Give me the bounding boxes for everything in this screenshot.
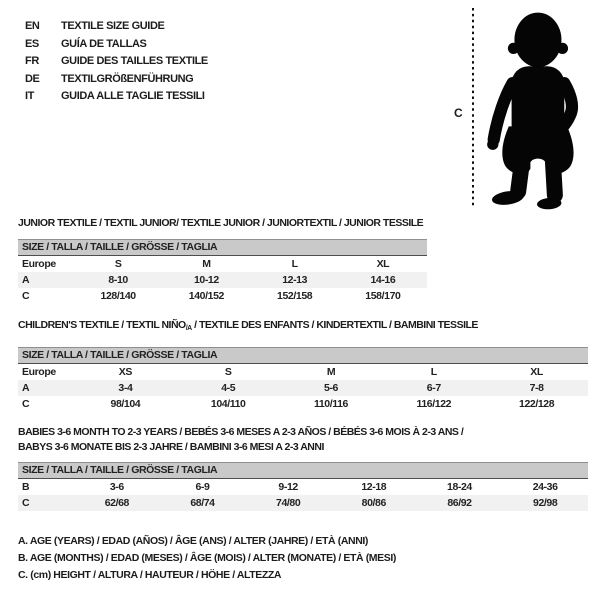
table-row (18, 380, 588, 396)
children-title-subscript: /A (185, 325, 192, 332)
row-label: Europe (22, 258, 56, 270)
baby-silhouette-icon (480, 6, 594, 213)
legend-line-c: C. (cm) HEIGHT / ALTURA / HAUTEUR / HÖHE / ALTEZZA (18, 569, 282, 581)
row-label: Europe (22, 366, 56, 378)
junior-table-title: JUNIOR TEXTILE / TEXTIL JUNIOR/ TEXTILE JUNIOR / JUNIORTEXTIL / JUNIOR TESSILE (18, 217, 424, 229)
language-row (25, 51, 208, 69)
row-label: C (22, 290, 30, 302)
size-header-row (18, 240, 427, 256)
size-cell: 152/158 (277, 290, 313, 302)
size-cell: 10-12 (162, 272, 250, 288)
table-row (18, 396, 588, 412)
size-header-row (18, 463, 588, 479)
size-cell: 158/170 (365, 290, 401, 302)
legend-line-a: A. AGE (YEARS) / EDAD (AÑOS) / ÂGE (ANS) / ALTER (JAHRE) / ETÀ (ANNI) (18, 535, 369, 547)
size-cell: 68/74 (160, 495, 246, 511)
row-label: B (22, 481, 30, 493)
language-row (25, 86, 208, 104)
table-row (18, 272, 427, 288)
size-cell: XL (530, 366, 543, 378)
size-cell: 7-8 (485, 380, 588, 396)
lang-title: GUÍA DE TALLAS (61, 37, 147, 50)
lang-code: DE (25, 72, 40, 85)
size-cell: M (202, 258, 211, 270)
junior-size-table (18, 239, 427, 304)
size-cell: 12-18 (361, 481, 387, 493)
size-cell: 3-4 (74, 380, 177, 396)
size-cell: 14-16 (339, 272, 427, 288)
size-header-bar: SIZE / TALLA / TAILLE / GRÖSSE / TAGLIA (18, 240, 427, 256)
size-cell: 4-5 (177, 380, 280, 396)
size-cell: 116/122 (416, 398, 452, 410)
size-cell: 62/68 (74, 495, 160, 511)
measure-label-c: C (454, 106, 463, 120)
measurement-legend (18, 533, 396, 584)
size-cell: 6-7 (382, 380, 485, 396)
row-label: C (22, 398, 30, 410)
babies-size-table (18, 462, 588, 511)
size-cell: 122/128 (519, 398, 555, 410)
babies-title-line2: BABYS 3-6 MONATE BIS 2-3 JAHRE / BAMBINI 3-6 MESI A 2-3 ANNI (18, 441, 324, 453)
lang-code: FR (25, 55, 39, 67)
size-cell: 128/140 (100, 290, 136, 302)
table-row (18, 256, 427, 273)
size-header-row (18, 348, 588, 364)
babies-title-line1: BABIES 3-6 MONTH TO 2-3 YEARS / BEBÉS 3-6 MESES A 2-3 AÑOS / BÉBÉS 3-6 MOIS À 2-3 ANS / (18, 426, 464, 438)
language-row (25, 16, 208, 34)
size-cell: L (430, 366, 437, 378)
size-cell: 24-36 (532, 481, 558, 493)
size-cell: 6-9 (195, 481, 210, 493)
babies-table-title (18, 425, 593, 455)
size-cell: 5-6 (280, 380, 383, 396)
lang-title: TEXTILGRÖßENFÜHRUNG (61, 72, 194, 85)
lang-title: GUIDA ALLE TAGLIE TESSILI (61, 90, 205, 102)
height-measure-line (471, 8, 475, 208)
size-cell: XS (118, 366, 132, 378)
size-header-bar: SIZE / TALLA / TAILLE / GRÖSSE / TAGLIA (18, 348, 588, 364)
size-cell: XL (376, 258, 390, 270)
lang-title: TEXTILE SIZE GUIDE (61, 20, 165, 32)
size-cell: 92/98 (502, 495, 588, 511)
size-cell: 98/104 (110, 398, 141, 410)
table-row (18, 364, 588, 381)
language-row (25, 69, 208, 87)
size-header-bar: SIZE / TALLA / TAILLE / GRÖSSE / TAGLIA (18, 463, 588, 479)
table-row (18, 288, 427, 304)
size-cell: 74/80 (245, 495, 331, 511)
size-cell: S (224, 366, 232, 378)
language-title-block (25, 16, 208, 104)
children-table-title (18, 319, 478, 332)
size-cell: 86/92 (417, 495, 503, 511)
size-cell: 9-12 (278, 481, 298, 493)
size-cell: 140/152 (188, 290, 224, 302)
table-row (18, 495, 588, 511)
size-cell: 18-24 (447, 481, 472, 493)
size-cell: 104/110 (210, 398, 246, 410)
row-label: C (18, 495, 74, 511)
children-size-table (18, 347, 588, 412)
size-cell: L (291, 258, 298, 270)
size-cell: 12-13 (251, 272, 339, 288)
row-label: A (18, 272, 74, 288)
language-row (25, 34, 208, 52)
legend-line-b: B. AGE (MONTHS) / EDAD (MESES) / ÂGE (MOIS) / ALTER (MONATE) / ETÀ (MESI) (18, 552, 396, 564)
size-cell: 110/116 (313, 398, 348, 410)
row-label: A (18, 380, 74, 396)
size-cell: 80/86 (331, 495, 417, 511)
lang-code: IT (25, 90, 34, 102)
size-cell: 8-10 (74, 272, 162, 288)
size-cell: M (326, 366, 336, 378)
lang-code: ES (25, 37, 39, 50)
children-title-prefix: CHILDREN'S TEXTILE / TEXTIL NIÑO (18, 319, 186, 331)
children-title-suffix: / TEXTILE DES ENFANTS / KINDERTEXTIL / BAMBINI TESSILE (191, 319, 478, 331)
size-cell: 3-6 (109, 481, 124, 493)
table-row (18, 479, 588, 496)
size-cell: S (114, 258, 122, 270)
lang-title: GUIDE DES TAILLES TEXTILE (61, 55, 208, 67)
lang-code: EN (25, 20, 40, 32)
